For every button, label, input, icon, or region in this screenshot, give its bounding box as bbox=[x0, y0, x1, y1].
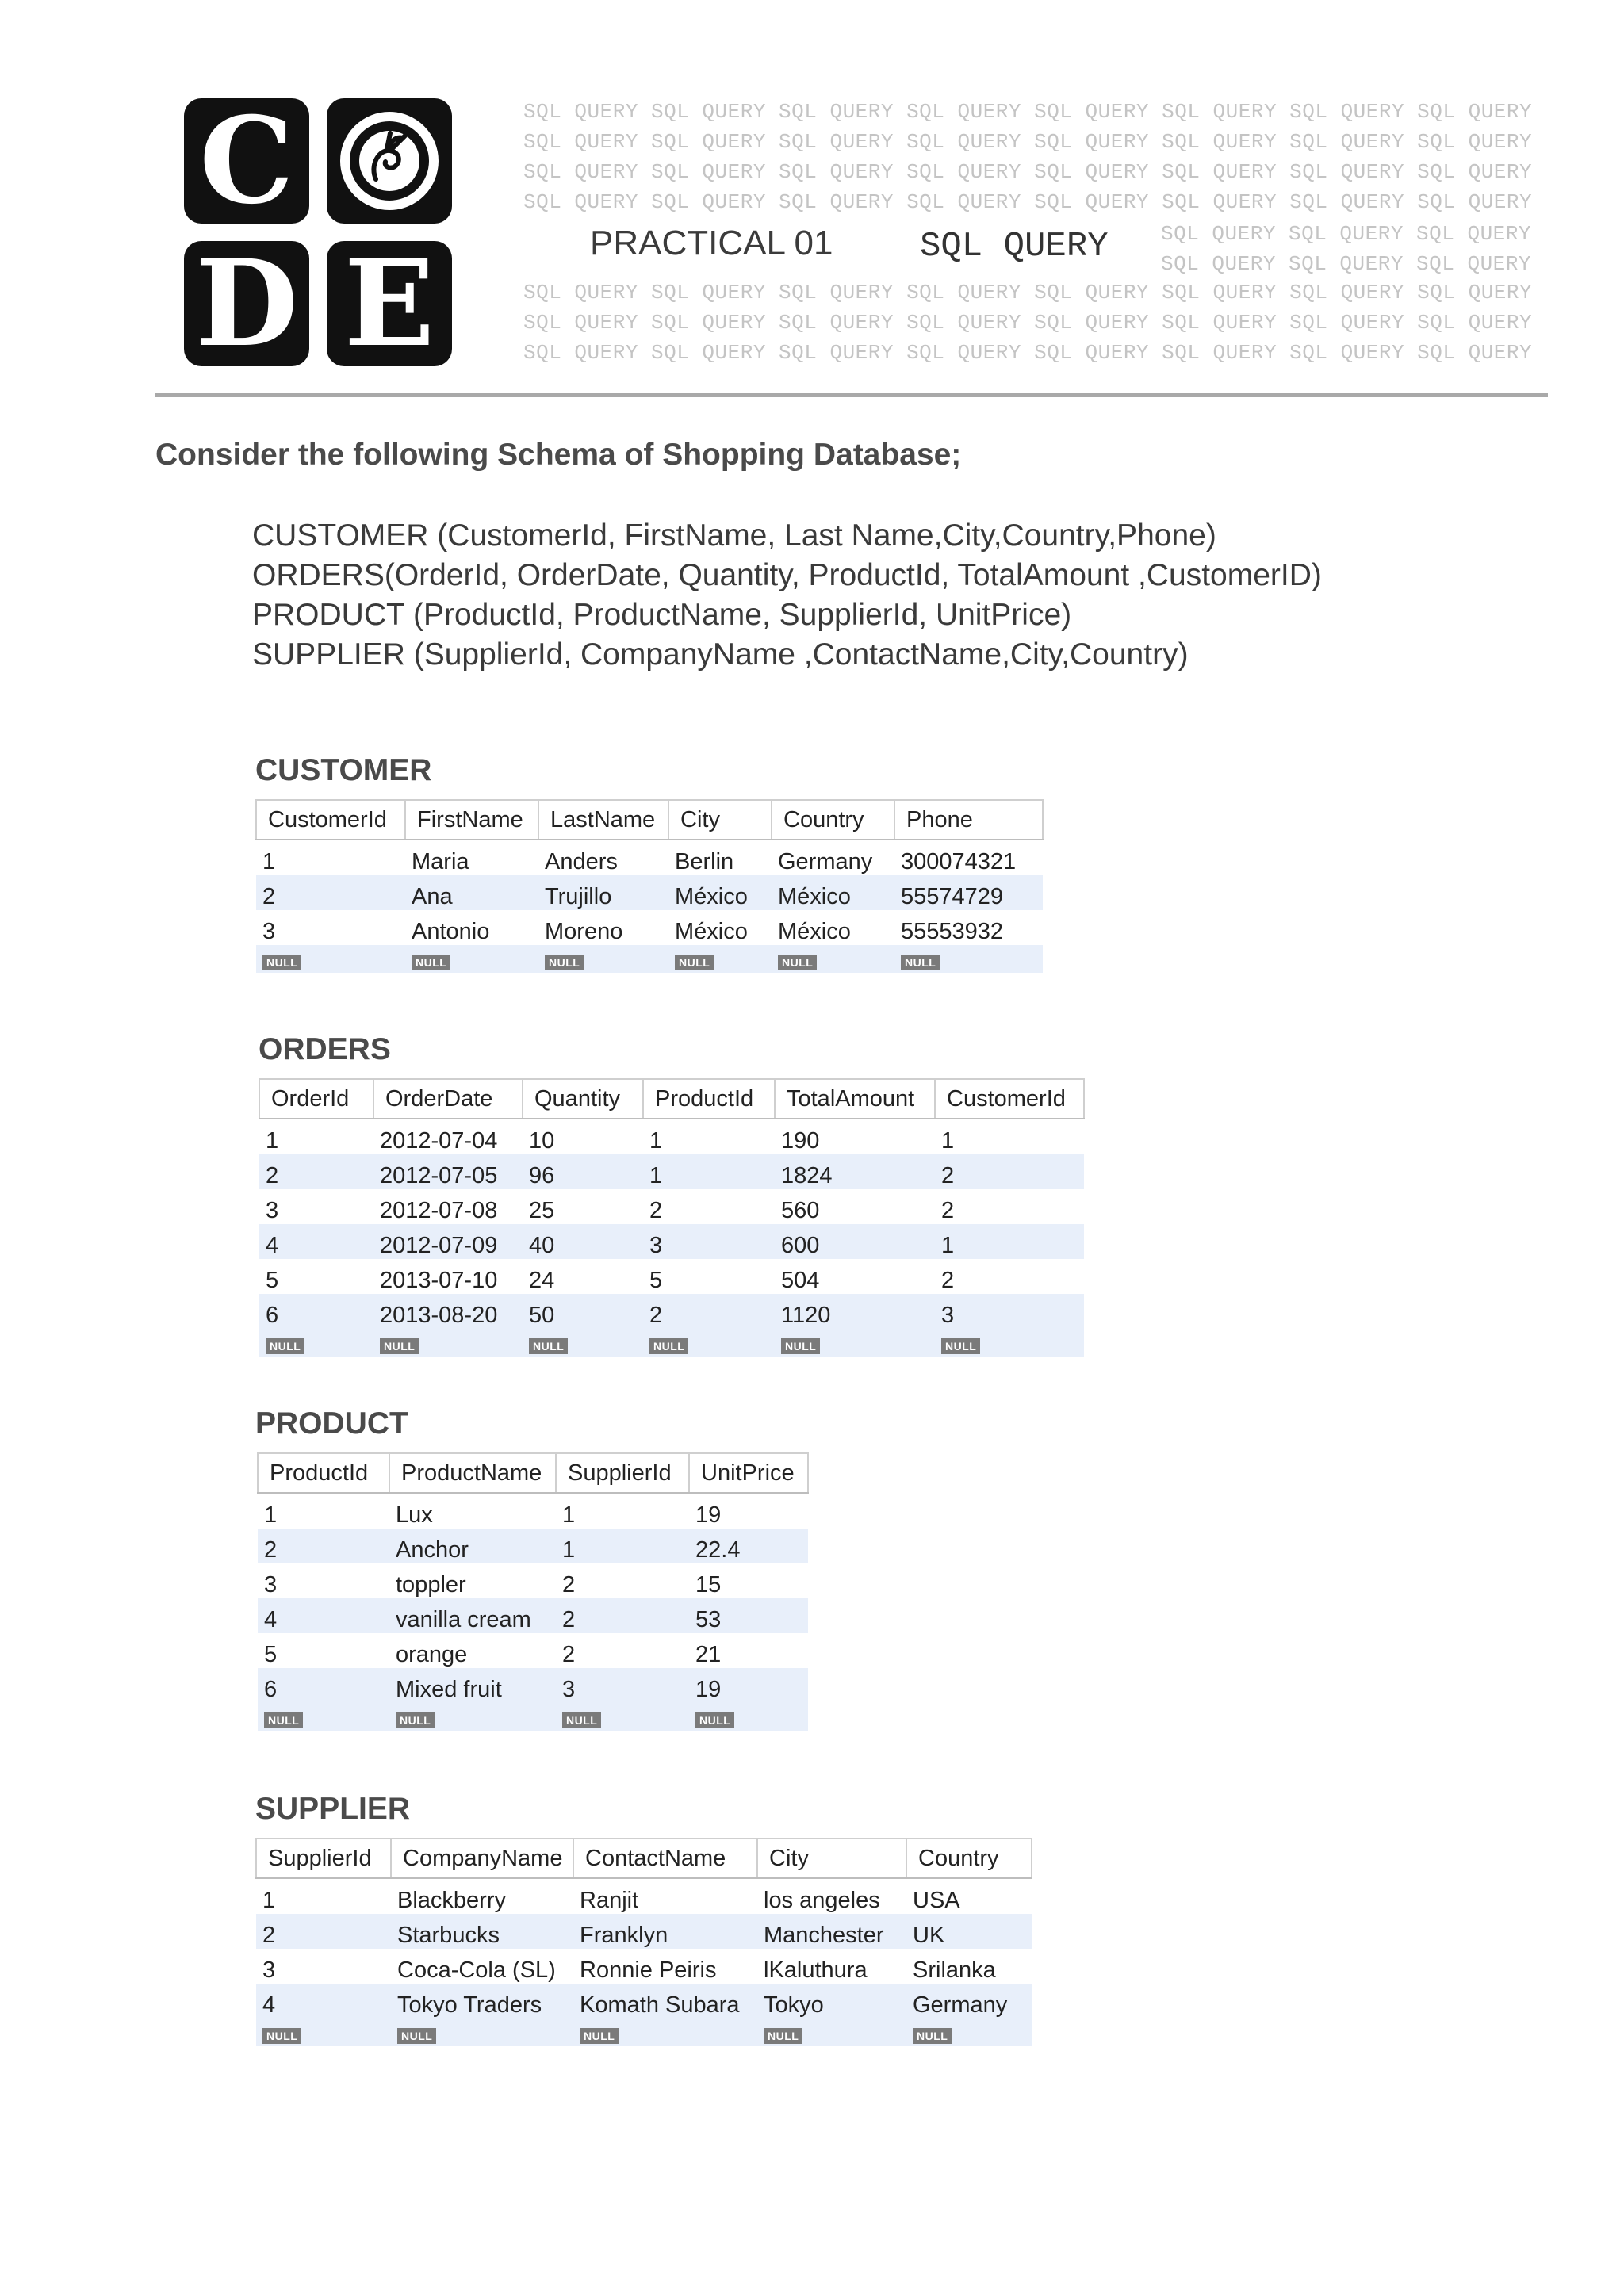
null-badge: NULL bbox=[901, 955, 940, 970]
watermark-line: SQL QUERY SQL QUERY SQL QUERY bbox=[1161, 252, 1531, 276]
code-logo bbox=[184, 91, 454, 373]
watermark-line: SQL QUERY SQL QUERY SQL QUERY SQL QUERY SQL QUERY SQL QUERY SQL QUERY SQL QUERY bbox=[523, 130, 1533, 154]
null-badge: NULL bbox=[529, 1338, 568, 1354]
table-cell[interactable]: Ranjit bbox=[573, 1878, 757, 1914]
table-cell[interactable]: 22.4 bbox=[689, 1529, 808, 1563]
watermark-line: SQL QUERY SQL QUERY SQL QUERY SQL QUERY SQL QUERY SQL QUERY SQL QUERY SQL QUERY bbox=[523, 190, 1533, 214]
table-row[interactable] bbox=[258, 1633, 808, 1668]
table-row[interactable] bbox=[259, 1259, 1084, 1294]
null-cell[interactable] bbox=[775, 1329, 935, 1357]
table-cell[interactable]: Germany bbox=[772, 840, 894, 875]
column-header[interactable]: OrderId bbox=[259, 1079, 373, 1119]
table-cell[interactable]: 3 bbox=[256, 910, 405, 945]
column-header[interactable]: City bbox=[757, 1839, 906, 1878]
table-cell[interactable]: México bbox=[772, 875, 894, 910]
column-header[interactable]: TotalAmount bbox=[775, 1079, 935, 1119]
new-row-placeholder[interactable] bbox=[256, 945, 1043, 973]
table-row[interactable] bbox=[256, 875, 1043, 910]
null-badge: NULL bbox=[562, 1712, 601, 1728]
table-cell[interactable]: Mixed fruit bbox=[389, 1668, 556, 1703]
table-cell[interactable]: 3 bbox=[935, 1294, 1084, 1329]
column-header[interactable]: OrderDate bbox=[373, 1079, 523, 1119]
table-cell[interactable]: Anchor bbox=[389, 1529, 556, 1563]
new-row-placeholder[interactable] bbox=[256, 2019, 1032, 2046]
null-badge: NULL bbox=[264, 1712, 303, 1728]
null-cell[interactable] bbox=[391, 2019, 573, 2046]
practical-subtitle: SQL QUERY bbox=[920, 227, 1109, 266]
column-header[interactable]: ContactName bbox=[573, 1839, 757, 1878]
table-cell[interactable]: USA bbox=[906, 1878, 1032, 1914]
table-cell[interactable]: 190 bbox=[775, 1119, 935, 1154]
table-cell[interactable]: 40 bbox=[523, 1224, 643, 1259]
null-cell[interactable] bbox=[643, 1329, 775, 1357]
null-badge: NULL bbox=[781, 1338, 820, 1354]
column-header[interactable]: CompanyName bbox=[391, 1839, 573, 1878]
table-row[interactable] bbox=[258, 1668, 808, 1703]
logo-tile-dragon-icon bbox=[327, 98, 452, 224]
table-cell[interactable]: toppler bbox=[389, 1563, 556, 1598]
table-row[interactable] bbox=[259, 1294, 1084, 1329]
schema-line-orders: ORDERS(OrderId, OrderDate, Quantity, ProductId, TotalAmount ,CustomerID) bbox=[252, 558, 1322, 592]
null-cell[interactable] bbox=[373, 1329, 523, 1357]
null-cell[interactable] bbox=[573, 2019, 757, 2046]
table-header-row bbox=[256, 1839, 1032, 1878]
table-cell[interactable]: 2 bbox=[935, 1189, 1084, 1224]
table-cell[interactable]: 10 bbox=[523, 1119, 643, 1154]
table-row[interactable] bbox=[259, 1189, 1084, 1224]
table-cell[interactable]: 2013-08-20 bbox=[373, 1294, 523, 1329]
table-cell[interactable]: Antonio bbox=[405, 910, 538, 945]
new-row-placeholder[interactable] bbox=[258, 1703, 808, 1731]
table-cell[interactable]: 3 bbox=[256, 1949, 391, 1984]
column-header[interactable]: Country bbox=[906, 1839, 1032, 1878]
table-cell[interactable]: Tokyo Traders bbox=[391, 1984, 573, 2019]
table-cell[interactable]: 5 bbox=[258, 1633, 389, 1668]
null-cell[interactable] bbox=[389, 1703, 556, 1731]
watermark-line: SQL QUERY SQL QUERY SQL QUERY SQL QUERY SQL QUERY SQL QUERY SQL QUERY SQL QUERY bbox=[523, 311, 1533, 335]
table-cell[interactable]: 55553932 bbox=[894, 910, 1043, 945]
table-row[interactable] bbox=[258, 1563, 808, 1598]
table-cell[interactable]: 19 bbox=[689, 1668, 808, 1703]
null-badge: NULL bbox=[580, 2028, 619, 2044]
table-cell[interactable]: 2 bbox=[643, 1294, 775, 1329]
header-divider bbox=[155, 393, 1548, 397]
table-cell[interactable]: 1 bbox=[259, 1119, 373, 1154]
orders-table-title: ORDERS bbox=[259, 1032, 391, 1066]
null-cell[interactable] bbox=[259, 1329, 373, 1357]
column-header[interactable]: ProductName bbox=[389, 1453, 556, 1493]
logo-tile-d: D bbox=[184, 241, 309, 366]
table-cell[interactable]: 55574729 bbox=[894, 875, 1043, 910]
column-header[interactable]: SupplierId bbox=[256, 1839, 391, 1878]
table-row[interactable] bbox=[258, 1529, 808, 1563]
table-cell[interactable]: 1 bbox=[256, 840, 405, 875]
table-cell[interactable]: Maria bbox=[405, 840, 538, 875]
table-row[interactable] bbox=[256, 910, 1043, 945]
logo-tile-c: C bbox=[184, 98, 309, 224]
table-cell[interactable]: 2012-07-09 bbox=[373, 1224, 523, 1259]
table-cell[interactable]: 15 bbox=[689, 1563, 808, 1598]
table-cell[interactable]: 300074321 bbox=[894, 840, 1043, 875]
table-cell[interactable]: Manchester bbox=[757, 1914, 906, 1949]
table-cell[interactable]: 2 bbox=[935, 1154, 1084, 1189]
table-cell[interactable]: Franklyn bbox=[573, 1914, 757, 1949]
table-cell[interactable]: Berlin bbox=[668, 840, 772, 875]
null-badge: NULL bbox=[913, 2028, 952, 2044]
product-table bbox=[257, 1452, 809, 1731]
table-cell[interactable]: UK bbox=[906, 1914, 1032, 1949]
intro-heading: Consider the following Schema of Shopping Database; bbox=[155, 438, 962, 472]
table-cell[interactable]: 19 bbox=[689, 1493, 808, 1529]
table-row[interactable] bbox=[259, 1224, 1084, 1259]
null-cell[interactable] bbox=[935, 1329, 1084, 1357]
orders-table bbox=[259, 1078, 1085, 1357]
column-header[interactable]: ProductId bbox=[643, 1079, 775, 1119]
null-cell[interactable] bbox=[523, 1329, 643, 1357]
schema-line-product: PRODUCT (ProductId, ProductName, SupplierId, UnitPrice) bbox=[252, 598, 1072, 632]
table-cell[interactable]: 600 bbox=[775, 1224, 935, 1259]
table-row[interactable] bbox=[259, 1154, 1084, 1189]
table-cell[interactable]: 2 bbox=[256, 875, 405, 910]
table-cell[interactable]: 2012-07-04 bbox=[373, 1119, 523, 1154]
table-cell[interactable]: Ana bbox=[405, 875, 538, 910]
table-header-row bbox=[259, 1079, 1084, 1119]
table-cell[interactable]: 1 bbox=[556, 1529, 689, 1563]
table-header-row bbox=[256, 800, 1043, 840]
table-cell[interactable]: Anders bbox=[538, 840, 668, 875]
null-badge: NULL bbox=[380, 1338, 419, 1354]
table-cell[interactable]: 1 bbox=[935, 1224, 1084, 1259]
customer-table bbox=[255, 799, 1044, 973]
table-cell[interactable]: 1 bbox=[643, 1119, 775, 1154]
table-cell[interactable]: Starbucks bbox=[391, 1914, 573, 1949]
null-badge: NULL bbox=[397, 2028, 436, 2044]
watermark-line: SQL QUERY SQL QUERY SQL QUERY SQL QUERY SQL QUERY SQL QUERY SQL QUERY SQL QUERY bbox=[523, 281, 1533, 304]
table-cell[interactable]: 2 bbox=[256, 1914, 391, 1949]
schema-line-supplier: SUPPLIER (SupplierId, CompanyName ,ContactName,City,Country) bbox=[252, 637, 1189, 672]
table-cell[interactable]: 50 bbox=[523, 1294, 643, 1329]
column-header[interactable]: ProductId bbox=[258, 1453, 389, 1493]
table-cell[interactable]: 504 bbox=[775, 1259, 935, 1294]
table-cell[interactable]: Coca-Cola (SL) bbox=[391, 1949, 573, 1984]
table-cell[interactable]: México bbox=[668, 910, 772, 945]
table-cell[interactable]: 2 bbox=[556, 1563, 689, 1598]
table-cell[interactable]: 5 bbox=[643, 1259, 775, 1294]
table-row[interactable] bbox=[259, 1119, 1084, 1154]
table-row[interactable] bbox=[256, 1949, 1032, 1984]
table-cell[interactable]: 3 bbox=[258, 1563, 389, 1598]
table-cell[interactable]: 2 bbox=[935, 1259, 1084, 1294]
null-badge: NULL bbox=[396, 1712, 435, 1728]
table-row[interactable] bbox=[256, 1914, 1032, 1949]
null-badge: NULL bbox=[649, 1338, 688, 1354]
table-cell[interactable]: Tokyo bbox=[757, 1984, 906, 2019]
null-badge: NULL bbox=[412, 955, 450, 970]
table-header-row bbox=[258, 1453, 808, 1493]
table-row[interactable] bbox=[256, 1878, 1032, 1914]
column-header[interactable]: CustomerId bbox=[935, 1079, 1084, 1119]
schema-list bbox=[252, 516, 1322, 675]
table-cell[interactable]: 1 bbox=[935, 1119, 1084, 1154]
null-badge: NULL bbox=[545, 955, 584, 970]
table-cell[interactable]: 96 bbox=[523, 1154, 643, 1189]
table-cell[interactable]: orange bbox=[389, 1633, 556, 1668]
table-cell[interactable]: 6 bbox=[258, 1668, 389, 1703]
column-header[interactable]: Phone bbox=[894, 800, 1043, 840]
null-cell[interactable] bbox=[256, 2019, 391, 2046]
column-header[interactable]: UnitPrice bbox=[689, 1453, 808, 1493]
dragon-emblem-icon bbox=[338, 109, 441, 212]
table-cell[interactable]: 1 bbox=[256, 1878, 391, 1914]
table-cell[interactable]: 1824 bbox=[775, 1154, 935, 1189]
null-cell[interactable] bbox=[258, 1703, 389, 1731]
table-cell[interactable]: 4 bbox=[256, 1984, 391, 2019]
table-cell[interactable]: 2 bbox=[643, 1189, 775, 1224]
table-cell[interactable]: 1 bbox=[556, 1493, 689, 1529]
null-badge: NULL bbox=[764, 2028, 802, 2044]
table-cell[interactable]: lKaluthura bbox=[757, 1949, 906, 1984]
null-cell[interactable] bbox=[772, 945, 894, 973]
column-header[interactable]: CustomerId bbox=[256, 800, 405, 840]
table-cell[interactable]: 1120 bbox=[775, 1294, 935, 1329]
table-cell[interactable]: 2 bbox=[258, 1529, 389, 1563]
null-cell[interactable] bbox=[757, 2019, 906, 2046]
table-cell[interactable]: 3 bbox=[643, 1224, 775, 1259]
table-cell[interactable]: Blackberry bbox=[391, 1878, 573, 1914]
table-cell[interactable]: 1 bbox=[643, 1154, 775, 1189]
table-cell[interactable]: 2012-07-08 bbox=[373, 1189, 523, 1224]
table-cell[interactable]: 2 bbox=[556, 1598, 689, 1633]
table-cell[interactable]: 2012-07-05 bbox=[373, 1154, 523, 1189]
table-cell[interactable]: 1 bbox=[258, 1493, 389, 1529]
supplier-table bbox=[255, 1838, 1032, 2046]
null-cell[interactable] bbox=[668, 945, 772, 973]
null-cell[interactable] bbox=[906, 2019, 1032, 2046]
table-cell[interactable]: 25 bbox=[523, 1189, 643, 1224]
table-cell[interactable]: 3 bbox=[556, 1668, 689, 1703]
practical-title: PRACTICAL 01 bbox=[590, 224, 833, 262]
table-cell[interactable]: Komath Subara bbox=[573, 1984, 757, 2019]
column-header[interactable]: FirstName bbox=[405, 800, 538, 840]
table-cell[interactable]: 560 bbox=[775, 1189, 935, 1224]
table-cell[interactable]: Moreno bbox=[538, 910, 668, 945]
table-row[interactable] bbox=[256, 1984, 1032, 2019]
table-row[interactable] bbox=[256, 840, 1043, 875]
supplier-table-title: SUPPLIER bbox=[255, 1792, 411, 1826]
table-cell[interactable]: 6 bbox=[259, 1294, 373, 1329]
column-header[interactable]: Quantity bbox=[523, 1079, 643, 1119]
table-cell[interactable]: 53 bbox=[689, 1598, 808, 1633]
null-badge: NULL bbox=[262, 2028, 301, 2044]
table-row[interactable] bbox=[258, 1493, 808, 1529]
null-badge: NULL bbox=[941, 1338, 980, 1354]
null-cell[interactable] bbox=[405, 945, 538, 973]
table-cell[interactable]: 5 bbox=[259, 1259, 373, 1294]
null-badge: NULL bbox=[675, 955, 714, 970]
table-cell[interactable]: los angeles bbox=[757, 1878, 906, 1914]
product-table-title: PRODUCT bbox=[255, 1406, 408, 1441]
null-badge: NULL bbox=[695, 1712, 734, 1728]
table-cell[interactable]: 21 bbox=[689, 1633, 808, 1668]
watermark-line: SQL QUERY SQL QUERY SQL QUERY bbox=[1161, 222, 1531, 246]
table-cell[interactable]: México bbox=[772, 910, 894, 945]
table-cell[interactable]: 2013-07-10 bbox=[373, 1259, 523, 1294]
schema-line-customer: CUSTOMER (CustomerId, FirstName, Last Name,City,Country,Phone) bbox=[252, 519, 1216, 553]
table-cell[interactable]: Germany bbox=[906, 1984, 1032, 2019]
column-header[interactable]: City bbox=[668, 800, 772, 840]
new-row-placeholder[interactable] bbox=[259, 1329, 1084, 1357]
table-cell[interactable]: México bbox=[668, 875, 772, 910]
null-badge: NULL bbox=[778, 955, 817, 970]
table-cell[interactable]: 2 bbox=[259, 1154, 373, 1189]
null-badge: NULL bbox=[266, 1338, 304, 1354]
logo-tile-e: E bbox=[327, 241, 452, 366]
table-cell[interactable]: Lux bbox=[389, 1493, 556, 1529]
watermark-line: SQL QUERY SQL QUERY SQL QUERY SQL QUERY SQL QUERY SQL QUERY SQL QUERY SQL QUERY bbox=[523, 160, 1533, 184]
table-cell[interactable]: 2 bbox=[556, 1633, 689, 1668]
column-header[interactable]: Country bbox=[772, 800, 894, 840]
watermark-line: SQL QUERY SQL QUERY SQL QUERY SQL QUERY SQL QUERY SQL QUERY SQL QUERY SQL QUERY bbox=[523, 100, 1533, 124]
null-cell[interactable] bbox=[256, 945, 405, 973]
null-cell[interactable] bbox=[538, 945, 668, 973]
column-header[interactable]: SupplierId bbox=[556, 1453, 689, 1493]
watermark-line: SQL QUERY SQL QUERY SQL QUERY SQL QUERY SQL QUERY SQL QUERY SQL QUERY SQL QUERY bbox=[523, 341, 1533, 365]
customer-table-title: CUSTOMER bbox=[255, 753, 432, 787]
table-cell[interactable]: 3 bbox=[259, 1189, 373, 1224]
table-row[interactable] bbox=[258, 1598, 808, 1633]
null-badge: NULL bbox=[262, 955, 301, 970]
table-cell[interactable]: 4 bbox=[258, 1598, 389, 1633]
table-cell[interactable]: vanilla cream bbox=[389, 1598, 556, 1633]
table-cell[interactable]: 4 bbox=[259, 1224, 373, 1259]
table-cell[interactable]: Srilanka bbox=[906, 1949, 1032, 1984]
null-cell[interactable] bbox=[894, 945, 1043, 973]
null-cell[interactable] bbox=[556, 1703, 689, 1731]
table-cell[interactable]: Ronnie Peiris bbox=[573, 1949, 757, 1984]
table-cell[interactable]: 24 bbox=[523, 1259, 643, 1294]
table-cell[interactable]: Trujillo bbox=[538, 875, 668, 910]
column-header[interactable]: LastName bbox=[538, 800, 668, 840]
null-cell[interactable] bbox=[689, 1703, 808, 1731]
